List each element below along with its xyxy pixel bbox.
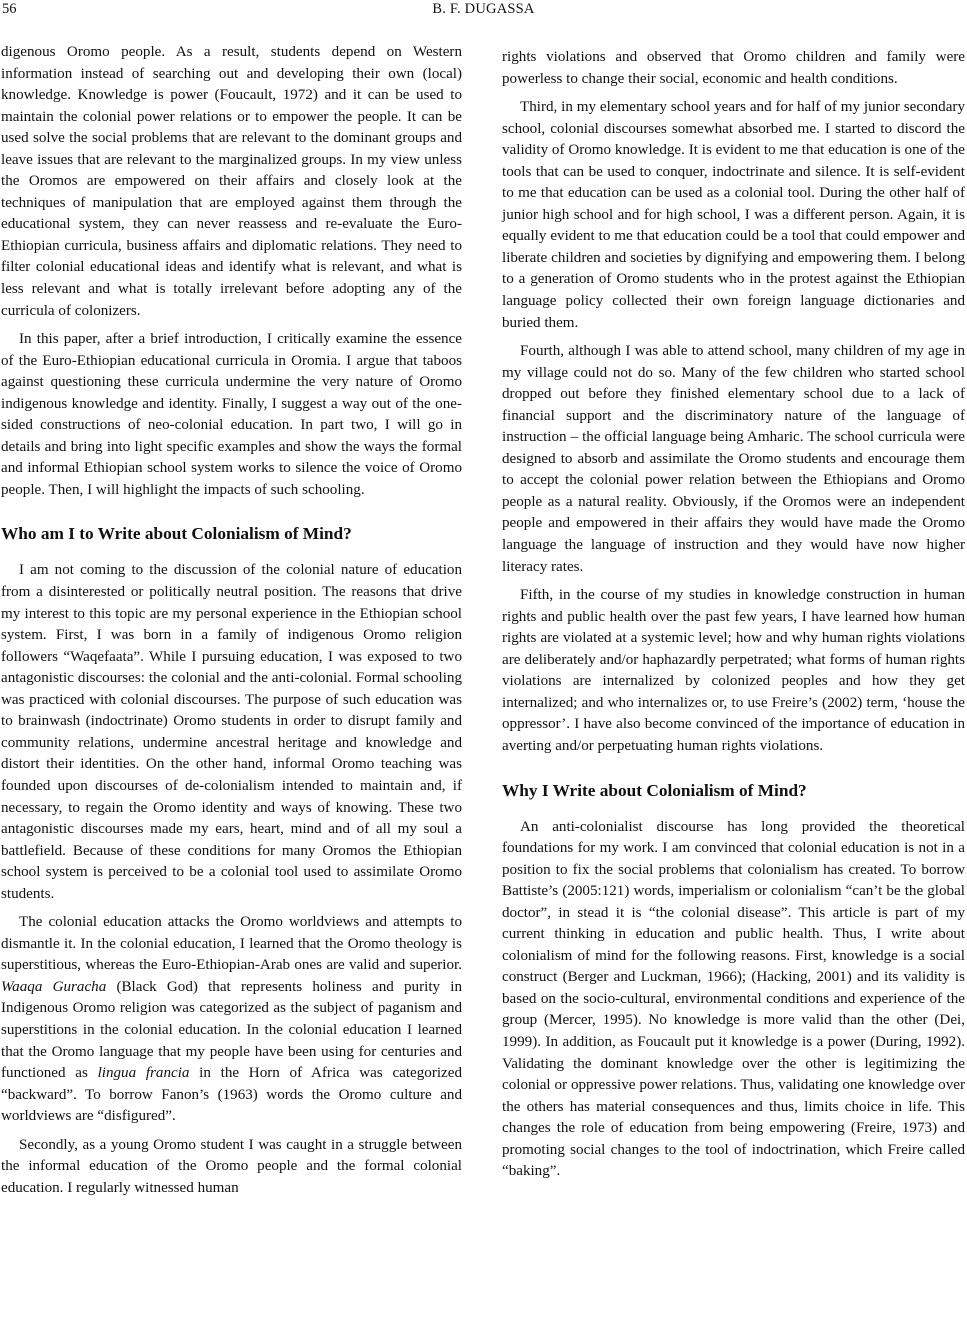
paragraph: Third, in my elementary school years and for half of my junior secondary school, colonial discourses somewhat absorbed me. I started to discord the validity of Oromo knowledge. It is evident to me that education is one of the tools that can be used to conquer, indoctrinate and silence. It is self-evident to me that education can be used as a colonial tool. During the other half of junior high school and for high school, I was a different person. Again, it is equally evident to me that education could be a tool that could empower and liberate children and societies by dignifying and empowering them. I belong to a generation of Oromo students who in the protest against the Ethiopian language policy collected their own foreign language dictionaries and buried them.: [502, 99, 965, 331]
text-run: in the Horn of Africa was categorized “backward”. To borrow Fanon’s (1963) words the Oromo culture and worldviews are “disfigured”.: [1, 1065, 462, 1125]
page-header: [0, 0, 967, 22]
running-head: B. F. DUGASSA: [432, 1, 535, 17]
paragraph: digenous Oromo people. As a result, students depend on Western information instead of searching out and developing their own (local) knowledge. Knowledge is power (Foucault, 1972) and it can be used to maintain the colonial power relations or to empower the people. It can be used solve the social problems that are relevant to the dominant groups and leave issues that are relevant to the marginalized groups. In my view unless the Oromos are empowered on their affairs and closely look at the techniques of manipulation that are employed against them through the educational system, they can never reassess and re-evaluate the Euro-Ethiopian curricula, business affairs and diplomatic relations. They need to filter colonial educational ideas and identify what is relevant, and what is less relevant and what is totally irrelevant before adopting any of the curricula of colonizers.: [1, 44, 462, 319]
italic-term: lingua francia: [97, 1065, 190, 1082]
paragraph: rights violations and observed that Oromo children and family were powerless to change their social, economic and health conditions.: [502, 49, 965, 87]
paragraph: Fifth, in the course of my studies in knowledge construction in human rights and public health over the past few years, I have learned how human rights are violated at a systemic level; how and why human rights violations are deliberately and/or haphazardly perpetrated; what forms of human rights violations are internalized by colonized peoples and how they get internalized; and who internalizes or, to use Freire’s (2002) term, ‘house the oppressor’. I have also become convinced of the importance of education in averting and/or perpetuating human rights violations.: [502, 587, 965, 754]
paragraph: In this paper, after a brief introduction, I critically examine the essence of the Euro-Ethiopian educational curricula in Oromia. I argue that taboos against questioning these curricula undermine the very nature of Oromo indigenous knowledge and identity. Finally, I suggest a way out of the one-sided constructions of neo-colonial education. In part two, I will go in details and bring into light specific examples and show the ways the formal and informal Ethiopian school system works to silence the voice of Oromo people. Then, I will highlight the impacts of such schooling.: [1, 331, 462, 498]
text-run: (Black God) that represents holiness and purity in Indigenous Oromo religion was categorized as the subject of paganism and superstitions in the colonial education. In the colonial education I learned that the Oromo language that my people have been using for centuries and functioned as: [1, 978, 463, 1082]
paragraph: An anti-colonialist discourse has long provided the theoretical foundations for my work. I am convinced that colonial education is not in a position to fix the social problems that colonialism has created. To borrow Battiste’s (2005:121) words, imperialism or colonialism “can’t be the global doctor”, in stead it is “the colonial disease”. This article is part of my current thinking in education and public health. Thus, I write about colonialism of mind for the following reasons. First, knowledge is a social construct (Berger and Luckman, 1966); (Hacking, 2001) and its validity is based on the socio-cultural, environmental conditions and experience of the group (Mercer, 1995). No knowledge is more valid than the other (Dei, 1999). In addition, as Foucault put it knowledge is a power (During, 1992). Validating the dominant knowledge over the other is legitimizing the colonial or oppressive power relations. Thus, validating one knowledge over the others has material consequences and thus, limits choice in life. This changes the role of education from being empowering (Freire, 1973) and promoting social changes to the tool of indoctrination, which Freire called “baking”.: [502, 818, 965, 1180]
paragraph: Secondly, as a young Oromo student I was caught in a struggle between the informal education of the Oromo people and the formal colonial education. I regularly witnessed human: [1, 1136, 462, 1196]
section-heading: Who am I to Write about Colonialism of Mind?: [1, 524, 352, 544]
left-column: [1, 42, 462, 1199]
paragraph: [1, 912, 462, 1127]
page-number: 56: [2, 1, 17, 17]
paragraph: Fourth, although I was able to attend school, many children of my age in my village could not do so. Many of the few children who started school dropped out before they finished elementary school due to a lack of financial support and the discriminatory nature of the language of instruction – the official language being Amharic. The school curricula were designed to absorb and assimilate the Oromo students and encourage them to accept the colonial power relation between the Ethiopians and Oromo people as a natural reality. Obviously, if the Oromos were an independent people and empowered in their affairs they would have made the Oromo language the language of instruction and they would have now higher literacy rates.: [502, 343, 965, 575]
section-heading: Why I Write about Colonialism of Mind?: [502, 780, 807, 800]
right-column: [502, 47, 965, 1183]
paragraph: I am not coming to the discussion of the colonial nature of education from a disinterested or politically neutral position. The reasons that drive my interest to this topic are my personal experience in the Ethiopian school system. First, I was born in a family of indigenous Oromo religion followers “Waqefaata”. While I pursuing education, I was exposed to two antagonistic discourses: the colonial and the anti-colonial. Formal schooling was practiced with colonial discourses. The purpose of such education was to brainwash (indoctrinate) Oromo students in order to disrupt family and community relations, undermine ancestral heritage and knowledge and distort their identities. On the other hand, informal Oromo teaching was founded upon discourses of de-colonialism intended to maintain and, if necessary, to regain the Oromo identity and ways of knowing. These two antagonistic discourses made my ears, heart, mind and of all my soul a battlefield. Because of these conditions for many Oromos the Ethiopian school system is perceived to be a colonial tool used to assimilate Oromo students.: [1, 562, 462, 902]
text-run: The colonial education attacks the Oromo worldviews and attempts to dismantle it. In the colonial education, I learned that the Oromo theology is superstitious, whereas the Euro-Ethiopian-Arab ones are valid and superior.: [1, 914, 462, 974]
italic-term: Waaqa Guracha: [1, 978, 107, 995]
